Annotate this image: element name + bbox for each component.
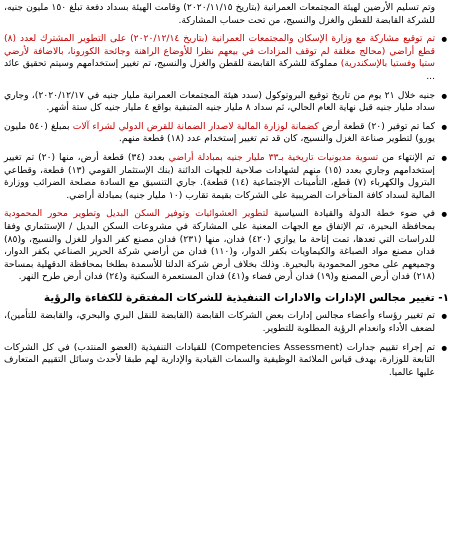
text-segment: بعدد (٣٤) قطعة أرض، منها (٢٠) تم تغيير إستخدامهم وجاري بعدد (١٥) منهم لشهادات صلاحية للجهات الدائنة (بنك الإستثمار القومي (١٣) قطعة، وقطاعي البترول والكهرباء (٧) قطع، التأمينات الإجتماعية (١٤) قطعة). جاري التنسيق مع السادة مصلحة الضرائب ووزارة المالية لسداد كافة المتأخرات الضريبية على الشركات بقيمة تقارب (١٠ مليار جنيه) بمبادلة أراضي. bbox=[4, 151, 435, 201]
text-segment: تم إجراء تقييم جدارات (Competencies Assessment) للقيادات التنفيذية (العضو المنتدب) في كل الشركات التابعة للوزارة، بهدف قياس الملائمة الوظيفية والسمات القيادية والإدارية لهم طبقا لأحدث وسائل التقييم المتعارف عليها عالميا. bbox=[4, 341, 436, 378]
text-segment: تم الإنتهاء من bbox=[378, 151, 435, 163]
bullet-item bbox=[4, 90, 449, 115]
text-segment: بمحافظة البحيرة، تم الإتفاق مع الجهات المعنية على المشاركة في مشروعات السكن البديل / الإستثماري وفقا للدراسات التي تعدها، تمت إتاحة ما يوازي (٤٢٠) فدان، منها (٢٣١) فدان مصنع كفر الدوار للغزل والنسيج، و(٨٥) فدان مصنع مواد الصباغة والكيماويات بكفر الدوار، و(١١٠) فدان من أراضي شركة الحرير الصناعي بكفر الدوار، وجميعهم على محور المحمودية بالبحيرة. وذلك بخلاف أرض شركة الدلتا للأسمدة بطلخا بمحافظة الدقهلية بمساحة (٢١٨) فدان أرض المصنع و(١٩) فدان أرض فضاء و(٤١) فدان المستعمرة السكنية و(٢٤) فدان أرض طرح النهر. bbox=[4, 220, 436, 283]
section-title: ١- تغيير مجالس الإدارات والادارات التنفيذية للشركات المفتقرة للكفاءة والرؤية bbox=[43, 291, 449, 304]
text-segment: وتم تسليم الأرضين لهيئة المجتمعات العمرانية (بتاريخ ٢٠٢٠/١١/١٥) وقامت الهيئة بسداد دفعة تبلغ ١٥٠ مليون جنيه، للشركة القابضة للقطن والغزل والنسيج، من تحت حساب المشاركة. bbox=[4, 2, 436, 26]
bullet-item bbox=[4, 152, 449, 202]
highlighted-text: تم توقيع مشاركة مع وزارة الإسكان والمجتمعات العمرانية (بتاريخ ٢٠٢٠/١٢/١٤) على التطوير المشترك لعدد (٨) قطع أراضي bbox=[4, 33, 436, 57]
text-segment: جنيه خلال ٢١ يوم من تاريخ توقيع البروتوكول (سدد هيئة المجتمعات العمرانية مليار جنيه في ٢٠٢٠/١٢/١٧)، وجاري سداد مليار جنيه قبل نهاية العام الحالي، ثم سداد ٨ مليار جنيه المتبقية بواقع ٤ مليار جنيه كل ستة أشهر. bbox=[4, 89, 436, 114]
text-segment: بمبلغ (٥٤٠ مليون يورو) لتطوير صناعة الغزل والنسيج، كان قد تم تغيير إستخدام عدد (١٨) قطعة منهم. bbox=[4, 120, 435, 145]
text-segment: كما تم توفير (٢٠) قطعة أرض bbox=[318, 120, 436, 132]
text-segment: في ضوء خطة الدولة والقيادة السياسية bbox=[268, 208, 435, 220]
bullet-item bbox=[4, 2, 449, 27]
highlighted-text: لتطوير العشوائيات وتوفير السكن البديل وتطوير محور المحمودية bbox=[4, 208, 269, 220]
bullet-list-section bbox=[4, 310, 449, 379]
bullet-item bbox=[4, 310, 449, 335]
bullet-list-main bbox=[4, 2, 449, 284]
text-segment: مملوكة للشركة القابضة للقطن والغزل والنسيج، تم تغيير إستخدامهم وسيتم تحقيق عائد ... bbox=[4, 58, 435, 82]
highlighted-text: تسوية مديونيات تاريخية بـ٣٣ مليار جنيه بمبادلة أراضي bbox=[168, 151, 379, 163]
bullet-item bbox=[4, 208, 449, 284]
bullet-item bbox=[4, 121, 449, 146]
text-segment: تم تغيير رؤساء وأعضاء مجالس إدارات بعض الشركات القابضة (القابضة للنقل البري والبحري، والقابضة للتأمين)، لضعف الأداء وانعدام الرؤية المطلوبة للتطوير. bbox=[4, 310, 435, 335]
highlighted-text: (محالج مغلقة لم توقف المزادات في بيعهم نظرا للأوضاع الراهنة وجائحة الكورونا، بالاضافة لأرضي ستيا وفستيا بالإسكندرية) bbox=[4, 45, 435, 70]
highlighted-text: كضمانة لوزارة المالية لاصدار الضمانة للقرض الدولي لشراء آلات bbox=[72, 120, 319, 132]
bullet-item bbox=[4, 33, 449, 83]
bullet-item bbox=[4, 342, 449, 380]
